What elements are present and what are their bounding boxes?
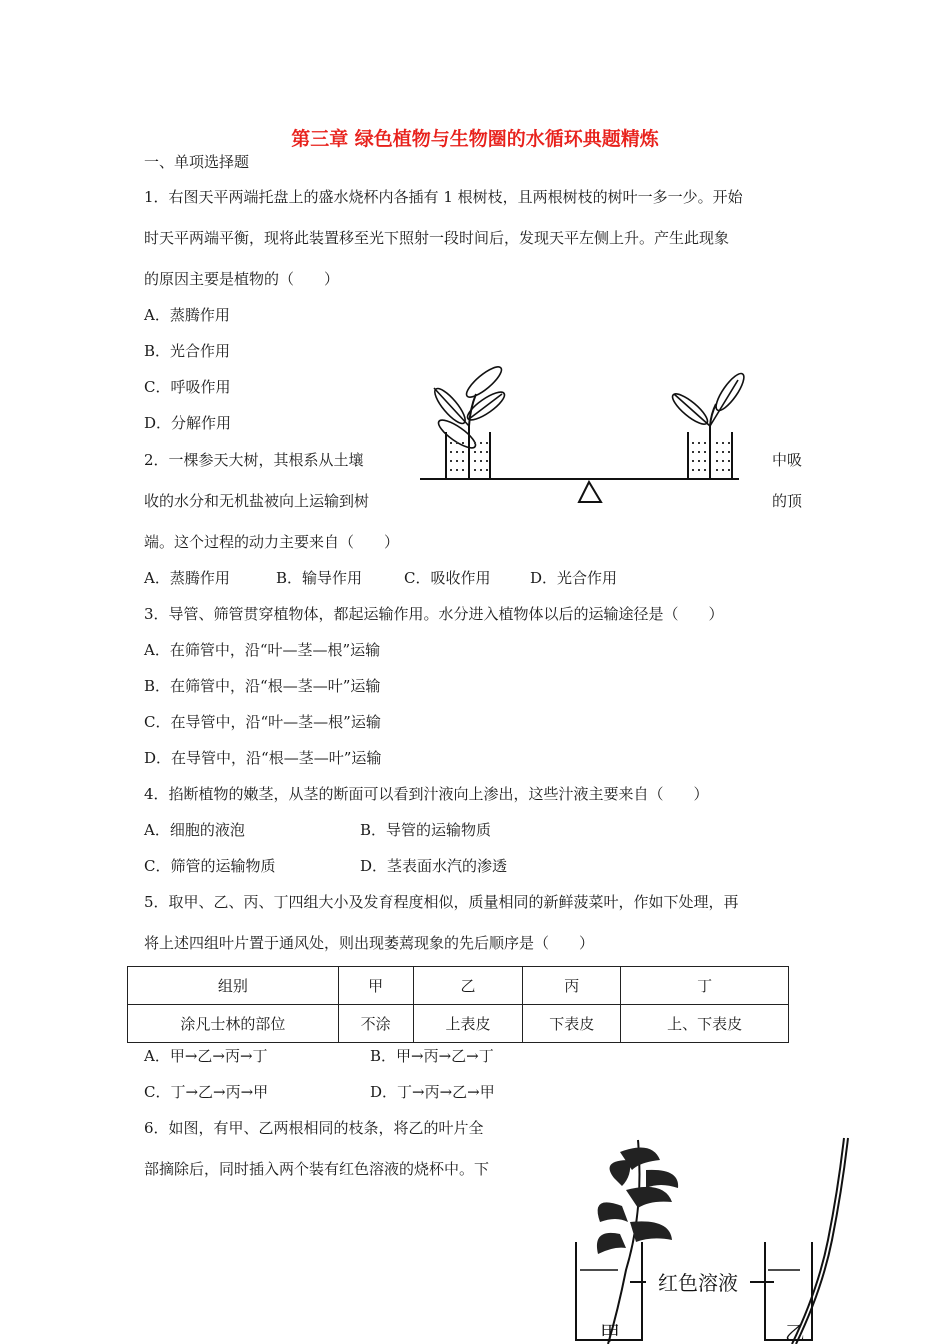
q1-line-3: 的原因主要是植物的（ ） — [144, 270, 340, 288]
q2-option-b: B．输导作用 — [276, 569, 363, 587]
q5-option-a: A．甲→乙→丙→丁 — [144, 1047, 268, 1065]
q2-option-c: C．吸收作用 — [404, 569, 491, 587]
q5-line-1: 5．取甲、乙、丙、丁四组大小及发育程度相似，质量相同的新鲜菠菜叶，作如下处理，再 — [144, 893, 739, 911]
beaker-left-label: 甲 — [600, 1321, 620, 1344]
balance-figure — [412, 364, 747, 509]
table-cell: 甲 — [338, 967, 413, 1005]
q3-option-a: A．在筛管中，沿“叶—茎—根”运输 — [144, 641, 381, 659]
q2-line-1-right: 中吸 — [772, 451, 803, 469]
q4-option-c: C．筛管的运输物质 — [144, 857, 276, 875]
table-cell: 乙 — [413, 967, 523, 1005]
q2-option-d: D．光合作用 — [530, 569, 618, 587]
table-cell: 丙 — [523, 967, 621, 1005]
q3-line: 3．导管、筛管贯穿植物体，都起运输作用。水分进入植物体以后的运输途径是（ ） — [144, 605, 724, 623]
q1-option-a: A．蒸腾作用 — [144, 306, 230, 324]
section-heading: 一、单项选择题 — [144, 153, 250, 171]
table-cell: 上表皮 — [413, 1005, 523, 1043]
red-solution-label: 红色溶液 — [658, 1271, 738, 1295]
q5-table — [127, 966, 789, 1043]
q2-line-3: 端。这个过程的动力主要来自（ ） — [144, 533, 400, 551]
q3-option-b: B．在筛管中，沿“根—茎—叶”运输 — [144, 677, 381, 695]
q3-option-d: D．在导管中，沿“根—茎—叶”运输 — [144, 749, 382, 767]
beakers-figure — [560, 1130, 860, 1344]
q5-option-c: C．丁→乙→丙→甲 — [144, 1083, 269, 1101]
table-cell: 上、下表皮 — [621, 1005, 789, 1043]
q4-option-a: A．细胞的液泡 — [144, 821, 245, 839]
q6-line-1: 6．如图，有甲、乙两根相同的枝条，将乙的叶片全 — [144, 1119, 484, 1137]
q5-option-b: B．甲→丙→乙→丁 — [370, 1047, 494, 1065]
q5-line-2: 将上述四组叶片置于通风处，则出现萎蔫现象的先后顺序是（ ） — [144, 934, 595, 952]
q1-option-d: D．分解作用 — [144, 414, 232, 432]
q3-option-c: C．在导管中，沿“叶—茎—根”运输 — [144, 713, 381, 731]
q2-option-a: A．蒸腾作用 — [144, 569, 230, 587]
q4-option-b: B．导管的运输物质 — [360, 821, 492, 839]
table-row — [128, 1005, 789, 1043]
q4-line: 4．掐断植物的嫩茎，从茎的断面可以看到汁液向上渗出，这些汁液主要来自（ ） — [144, 785, 709, 803]
q1-line-2: 时天平两端平衡，现将此装置移至光下照射一段时间后，发现天平左侧上升。产生此现象 — [144, 229, 730, 247]
q2-line-1-left: 2．一棵参天大树，其根系从土壤 — [144, 451, 364, 469]
q2-line-2-left: 收的水分和无机盐被向上运输到树 — [144, 492, 370, 510]
table-cell: 涂凡士林的部位 — [128, 1005, 339, 1043]
q1-line-1: 1．右图天平两端托盘上的盛水烧杯内各插有 1 根树枝，且两根树枝的树叶一多一少。开始 — [144, 188, 743, 206]
table-header-row — [128, 967, 789, 1005]
table-cell: 组别 — [128, 967, 339, 1005]
q4-option-d: D．茎表面水汽的渗透 — [360, 857, 508, 875]
q2-line-2-right: 的顶 — [772, 492, 803, 510]
q1-option-b: B．光合作用 — [144, 342, 231, 360]
beaker-right-label: 乙 — [785, 1321, 805, 1344]
q5-option-d: D．丁→丙→乙→甲 — [370, 1083, 495, 1101]
table-cell: 不涂 — [338, 1005, 413, 1043]
table-cell: 下表皮 — [523, 1005, 621, 1043]
q6-line-2: 部摘除后，同时插入两个装有红色溶液的烧杯中。下 — [144, 1160, 490, 1178]
table-cell: 丁 — [621, 967, 789, 1005]
q1-option-c: C．呼吸作用 — [144, 378, 231, 396]
page-title: 第三章 绿色植物与生物圈的水循环典题精炼 — [291, 128, 659, 150]
